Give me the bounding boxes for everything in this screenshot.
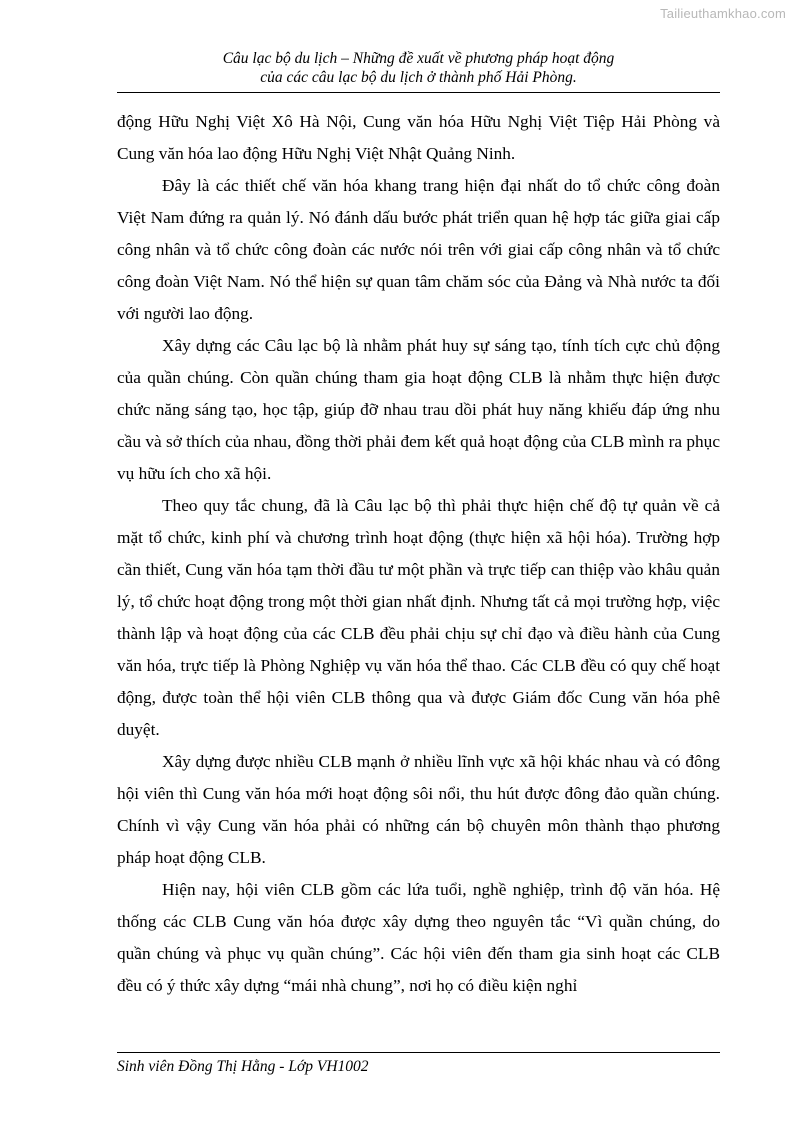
header-line-1: Câu lạc bộ du lịch – Những đề xuất về phương pháp hoạt động [222,50,615,67]
paragraph-4: Theo quy tắc chung, đã là Câu lạc bộ thì phải thực hiện chế độ tự quản về cả mặt tổ chức, kinh phí và chương trình hoạt động (thực hiện xã hội hóa). Trường hợp cần thiết, Cung văn hóa tạm thời đầu tư một phần và trực tiếp can thiệp vào khâu quản lý, tổ chức hoạt động trong một thời gian nhất định. Nhưng tất cả mọi trường hợp, việc thành lập và hoạt động của các CLB đều phải chịu sự chỉ đạo và điều hành của Cung văn hóa, trực tiếp là Phòng Nghiệp vụ văn hóa thể thao. Các CLB đều có quy chế hoạt động, được toàn thể hội viên CLB thông qua và được Giám đốc Cung văn hóa phê duyệt. [117,496,720,739]
footer-divider [117,1052,720,1053]
paragraph-3: Xây dựng các Câu lạc bộ là nhằm phát huy sự sáng tạo, tính tích cực chủ động của quần chúng. Còn quần chúng tham gia hoạt động CLB là nhằm thực hiện được chức năng sáng tạo, học tập, giúp đỡ nhau trau dồi phát huy năng khiếu đáp ứng nhu cầu và sở thích của nhau, đồng thời phải đem kết quả hoạt động của CLB mình ra phục vụ hữu ích cho xã hội. [117,336,720,483]
paragraph-5: Xây dựng được nhiều CLB mạnh ở nhiều lĩnh vực xã hội khác nhau và có đông hội viên thì Cung văn hóa mới hoạt động sôi nổi, thu hút được đông đảo quần chúng. Chính vì vậy Cung văn hóa phải có những cán bộ chuyên môn thành thạo phương pháp hoạt động CLB. [117,752,720,867]
watermark: Tailieuthamkhao.com [660,6,786,21]
page-footer: Sinh viên Đồng Thị Hằng - Lớp VH1002 [117,1058,369,1075]
header-divider [117,92,720,93]
paragraph-6: Hiện nay, hội viên CLB gồm các lứa tuổi, nghề nghiệp, trình độ văn hóa. Hệ thống các CLB Cung văn hóa được xây dựng theo nguyên tắc “Vì quần chúng, do quần chúng và phục vụ quần chúng”. Các hội viên đến tham gia sinh hoạt các CLB đều có ý thức xây dựng “mái nhà chung”, nơi họ có điều kiện nghỉ [117,880,720,995]
paragraph-2: Đây là các thiết chế văn hóa khang trang hiện đại nhất do tổ chức công đoàn Việt Nam đứng ra quản lý. Nó đánh dấu bước phát triển quan hệ hợp tác giữa giai cấp công nhân và tổ chức công đoàn các nước nói trên với giai cấp công nhân và tổ chức công đoàn Việt Nam. Nó thể hiện sự quan tâm chăm sóc của Đảng và Nhà nước ta đối với người lao động. [117,176,720,323]
paragraph-1: động Hữu Nghị Việt Xô Hà Nội, Cung văn hóa Hữu Nghị Việt Tiệp Hải Phòng và Cung văn hóa lao động Hữu Nghị Việt Nhật Quảng Ninh. [117,112,720,163]
running-header [117,49,720,87]
body-text [117,106,720,1002]
header-line-2: của các câu lạc bộ du lịch ở thành phố Hải Phòng. [260,69,577,86]
